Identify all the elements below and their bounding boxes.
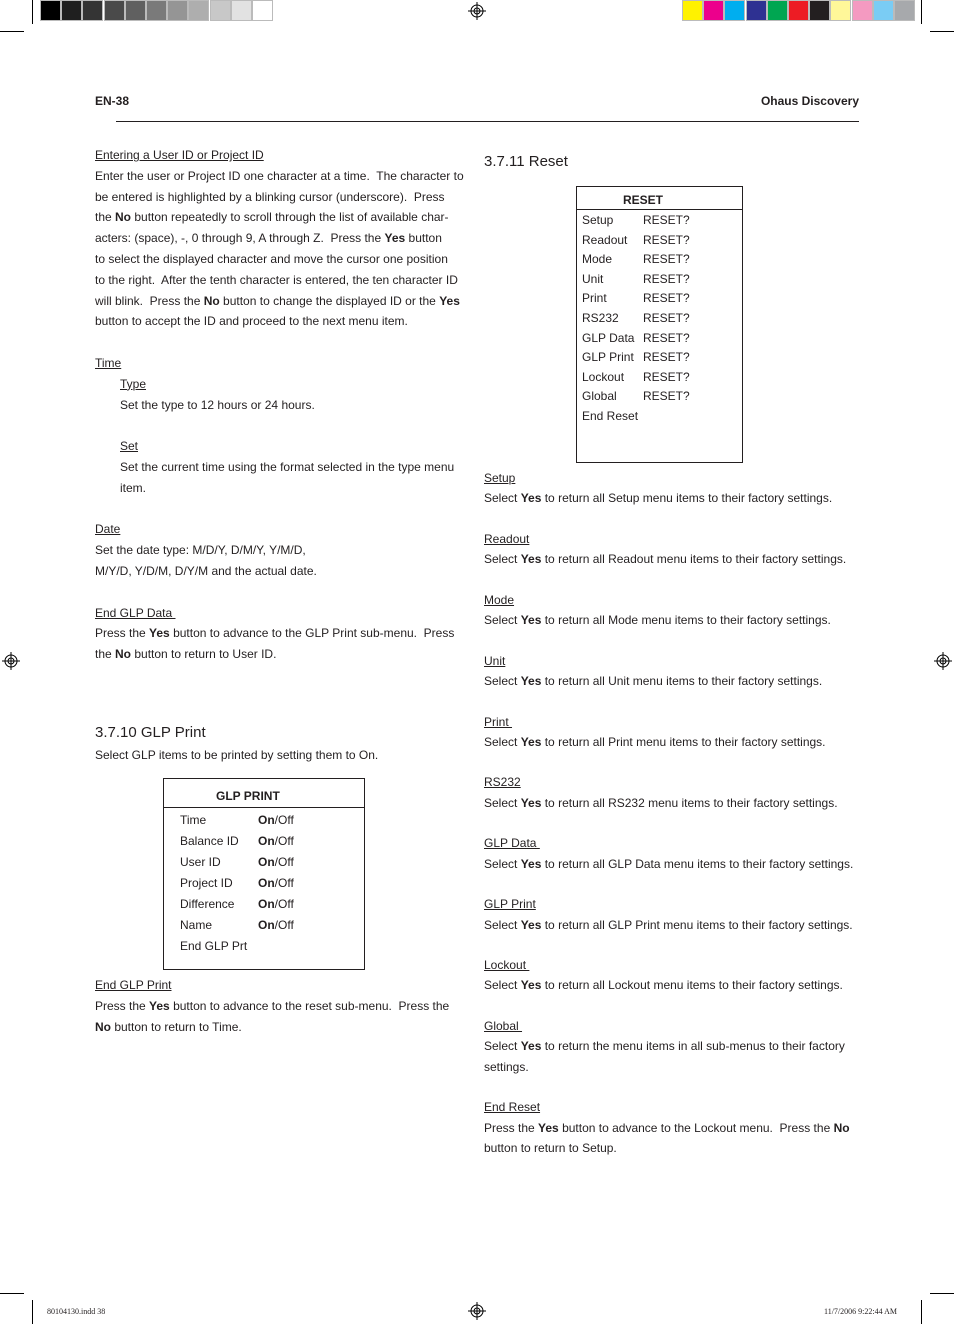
setting-value bbox=[258, 894, 294, 915]
paragraph-line: Select Yes to return all Setup menu items to their factory settings. bbox=[484, 491, 833, 506]
reset-value: RESET? bbox=[643, 213, 690, 227]
reset-value: RESET? bbox=[643, 232, 690, 247]
bold-term: Yes bbox=[520, 917, 542, 932]
section-title: End GLP Print bbox=[95, 978, 172, 992]
section-title: RS232 bbox=[484, 775, 521, 790]
menu-name: Print bbox=[582, 291, 607, 306]
paragraph-line: Select Yes to return the menu items in all sub-menus to their factory bbox=[484, 1039, 845, 1054]
table-row bbox=[577, 309, 742, 329]
on-option: On bbox=[258, 813, 275, 827]
section-title: Readout bbox=[484, 531, 530, 546]
setting-value bbox=[258, 831, 294, 852]
off-option: /Off bbox=[274, 855, 294, 869]
paragraph-line: to the right. After the tenth character is entered, the ten character ID bbox=[95, 272, 458, 287]
off-option: /Off bbox=[274, 813, 294, 827]
table-row bbox=[577, 211, 742, 231]
section-title: GLP Print bbox=[484, 897, 536, 912]
color-swatch bbox=[703, 0, 724, 21]
on-option: On bbox=[258, 834, 275, 848]
on-option: On bbox=[258, 918, 275, 932]
paragraph bbox=[95, 166, 465, 332]
reset-value: RESET? bbox=[643, 330, 690, 345]
table-row bbox=[164, 852, 364, 873]
paragraph-line: Press the Yes button to advance to the reset sub-menu. Press the bbox=[95, 998, 450, 1013]
setting-name: Project ID bbox=[180, 876, 233, 890]
setting-name: End GLP Prt bbox=[180, 939, 248, 953]
off-option: /Off bbox=[274, 876, 294, 890]
crop-mark bbox=[32, 0, 33, 24]
bold-term: Yes bbox=[520, 795, 542, 810]
color-swatch bbox=[873, 0, 894, 21]
end-glp-print-section bbox=[95, 975, 465, 1037]
setting-name: Difference bbox=[180, 897, 235, 911]
registration-mark-icon bbox=[468, 2, 486, 20]
table-row bbox=[577, 368, 742, 388]
bold-term: Yes bbox=[520, 856, 542, 871]
print-timestamp: 11/7/2006 9:22:44 AM bbox=[824, 1307, 898, 1316]
bold-term: Yes bbox=[520, 1039, 542, 1054]
paragraph-line: Select Yes to return all Unit menu items to their factory settings. bbox=[484, 673, 823, 688]
reset-table bbox=[576, 186, 743, 463]
paragraph-line: the No button to return to User ID. bbox=[95, 647, 277, 662]
table-row bbox=[164, 894, 364, 915]
on-option: On bbox=[258, 897, 275, 911]
gray-swatch bbox=[210, 0, 231, 21]
reset-value: RESET? bbox=[643, 252, 690, 267]
reset-section bbox=[484, 1016, 864, 1077]
setting-name: Time bbox=[180, 813, 207, 827]
off-option: /Off bbox=[274, 897, 294, 911]
color-swatch bbox=[724, 0, 745, 21]
paragraph-line: settings. bbox=[484, 1059, 529, 1074]
registration-mark-icon bbox=[2, 652, 20, 670]
paragraph-line: Enter the user or Project ID one character at a time. The character to bbox=[95, 168, 464, 183]
table-row bbox=[577, 407, 742, 427]
gray-swatch bbox=[252, 0, 273, 21]
on-option: On bbox=[258, 855, 275, 869]
reset-value: RESET? bbox=[643, 389, 690, 404]
gray-swatch bbox=[61, 0, 82, 21]
table-row bbox=[577, 231, 742, 251]
color-swatch bbox=[852, 0, 873, 21]
paragraph-line: Press the Yes button to advance to the Lockout menu. Press the No bbox=[484, 1120, 850, 1135]
paragraph bbox=[95, 623, 465, 665]
table-row bbox=[164, 810, 364, 831]
section-title: Lockout bbox=[484, 958, 530, 973]
bold-term: Yes bbox=[520, 552, 542, 567]
section-title: GLP Data bbox=[484, 836, 540, 851]
table-row bbox=[577, 329, 742, 349]
reset-value: RESET? bbox=[643, 350, 690, 365]
bold-term: No bbox=[203, 293, 220, 308]
setting-name: User ID bbox=[180, 855, 221, 869]
paragraph-line: Select Yes to return all Mode menu items to their factory settings. bbox=[484, 613, 831, 628]
bold-term: No bbox=[833, 1120, 850, 1135]
reset-section bbox=[484, 590, 864, 631]
paragraph-line: Select Yes to return all Readout menu items to their factory settings. bbox=[484, 552, 847, 567]
file-slug: 80104130.indd 38 bbox=[47, 1307, 106, 1316]
paragraph-line: will blink. Press the No button to change the displayed ID or the Yes bbox=[95, 293, 460, 308]
bold-term: No bbox=[95, 1019, 111, 1034]
paragraph-line: Select Yes to return all GLP Print menu items to their factory settings. bbox=[484, 917, 853, 932]
setting-value bbox=[258, 873, 294, 894]
gray-swatch bbox=[104, 0, 125, 21]
registration-mark-icon bbox=[468, 1302, 486, 1320]
table-row bbox=[577, 270, 742, 290]
paragraph-line: button to return to Setup. bbox=[484, 1140, 617, 1155]
section-title: Unit bbox=[484, 653, 506, 668]
table-row bbox=[164, 873, 364, 894]
gray-swatch bbox=[82, 0, 103, 21]
color-swatch bbox=[788, 0, 809, 21]
section-title: End GLP Data bbox=[95, 605, 176, 620]
section-title: Global bbox=[484, 1019, 523, 1034]
menu-name: Unit bbox=[582, 271, 604, 286]
reset-value: RESET? bbox=[643, 310, 690, 325]
crop-mark bbox=[0, 1293, 24, 1294]
bold-term: Yes bbox=[538, 1120, 559, 1135]
paragraph-line: acters: (space), -, 0 through 9, A through Z. Press the Yes button bbox=[95, 231, 442, 246]
reset-section bbox=[484, 712, 864, 753]
paragraph-line: to select the displayed character and move the cursor one position bbox=[95, 251, 448, 266]
paragraph-line: M/Y/D, Y/D/M, D/Y/M and the actual date. bbox=[95, 563, 317, 578]
section-title: Mode bbox=[484, 592, 515, 607]
crop-mark bbox=[930, 31, 954, 32]
section-heading: 3.7.11 Reset bbox=[484, 153, 568, 170]
bold-term: No bbox=[115, 210, 132, 225]
subsection-title: Type bbox=[120, 376, 147, 391]
section-title: Entering a User ID or Project ID bbox=[95, 148, 264, 162]
on-option: On bbox=[258, 876, 275, 890]
color-swatch bbox=[830, 0, 851, 21]
menu-name: RS232 bbox=[582, 310, 619, 325]
menu-name: Global bbox=[582, 389, 617, 404]
bold-term: Yes bbox=[439, 293, 460, 308]
reset-section bbox=[484, 1097, 864, 1158]
reset-sections bbox=[484, 468, 864, 1178]
bold-term: Yes bbox=[520, 491, 542, 506]
table-title: GLP PRINT bbox=[164, 779, 364, 808]
color-swatch bbox=[746, 0, 767, 21]
left-column bbox=[95, 145, 465, 665]
menu-name: Readout bbox=[582, 232, 628, 247]
paragraph-line: item. bbox=[120, 480, 147, 495]
bold-term: No bbox=[115, 647, 132, 662]
color-swatch bbox=[809, 0, 830, 21]
crop-mark bbox=[32, 1300, 33, 1324]
paragraph: Select GLP items to be printed by setting them to On. bbox=[95, 748, 379, 762]
bold-term: Yes bbox=[149, 626, 170, 641]
section-title: Date bbox=[95, 522, 121, 537]
paragraph-line: Select Yes to return all RS232 menu items to their factory settings. bbox=[484, 795, 838, 810]
running-title: Ohaus Discovery bbox=[760, 94, 859, 108]
menu-name: GLP Data bbox=[582, 330, 635, 345]
table-row bbox=[164, 831, 364, 852]
crop-mark bbox=[921, 1300, 922, 1324]
paragraph-line: Select Yes to return all Lockout menu items to their factory settings. bbox=[484, 978, 843, 993]
color-swatch bbox=[767, 0, 788, 21]
reset-section bbox=[484, 651, 864, 692]
table-row bbox=[577, 387, 742, 407]
color-swatch bbox=[894, 0, 915, 21]
bold-term: Yes bbox=[520, 978, 542, 993]
registration-mark-icon bbox=[934, 652, 952, 670]
off-option: /Off bbox=[274, 834, 294, 848]
table-row bbox=[577, 250, 742, 270]
paragraph bbox=[95, 996, 465, 1038]
paragraph-line: button to accept the ID and proceed to the next menu item. bbox=[95, 314, 408, 329]
paragraph-line: Set the date type: M/D/Y, D/M/Y, Y/M/D, bbox=[95, 543, 306, 558]
paragraph-line: the No button repeatedly to scroll through the list of available char- bbox=[95, 210, 449, 225]
section-title: Print bbox=[484, 714, 513, 729]
paragraph-line: be entered is highlighted by a blinking cursor (underscore). Press bbox=[95, 189, 445, 204]
setting-value bbox=[258, 852, 294, 873]
gray-swatch bbox=[146, 0, 167, 21]
setting-name: Balance ID bbox=[180, 834, 239, 848]
gray-swatch bbox=[167, 0, 188, 21]
off-option: /Off bbox=[274, 918, 294, 932]
section-heading: 3.7.10 GLP Print bbox=[95, 724, 206, 741]
paragraph-line: Select Yes to return all GLP Data menu items to their factory settings. bbox=[484, 856, 854, 871]
reset-value: RESET? bbox=[643, 271, 690, 286]
paragraph: Set the type to 12 hours or 24 hours. bbox=[120, 397, 315, 412]
table-title: RESET bbox=[577, 187, 742, 210]
menu-name: Lockout bbox=[582, 369, 625, 384]
table-row bbox=[577, 289, 742, 309]
setting-value bbox=[258, 915, 294, 936]
reset-section bbox=[484, 894, 864, 935]
gray-swatch bbox=[188, 0, 209, 21]
gray-swatch bbox=[231, 0, 252, 21]
bold-term: Yes bbox=[384, 231, 406, 246]
setting-name: Name bbox=[180, 918, 213, 932]
bold-term: Yes bbox=[520, 673, 542, 688]
reset-value: RESET? bbox=[643, 369, 690, 384]
page-number: EN-38 bbox=[95, 94, 130, 108]
paragraph-line: Select Yes to return all Print menu items to their factory settings. bbox=[484, 734, 826, 749]
section-title: Time bbox=[95, 355, 122, 370]
glp-print-table bbox=[163, 778, 365, 970]
paragraph-line: Press the Yes button to advance to the GLP Print sub-menu. Press bbox=[95, 626, 455, 641]
table-row bbox=[577, 348, 742, 368]
reset-section bbox=[484, 833, 864, 874]
reset-section bbox=[484, 468, 864, 509]
bold-term: Yes bbox=[520, 734, 542, 749]
table-row bbox=[164, 915, 364, 936]
paragraph-line: Set the current time using the format selected in the type menu bbox=[120, 459, 455, 474]
menu-name: GLP Print bbox=[582, 350, 634, 365]
reset-section bbox=[484, 772, 864, 813]
subsection-title: Set bbox=[120, 439, 139, 454]
reset-section bbox=[484, 529, 864, 570]
menu-name: End Reset bbox=[582, 408, 639, 423]
bold-term: Yes bbox=[520, 613, 542, 628]
crop-mark bbox=[0, 31, 24, 32]
crop-mark bbox=[921, 0, 922, 24]
color-swatch bbox=[682, 0, 703, 21]
setting-value bbox=[258, 810, 294, 831]
menu-name: Setup bbox=[582, 213, 614, 227]
bold-term: Yes bbox=[149, 998, 170, 1013]
gray-swatch bbox=[40, 0, 61, 21]
menu-name: Mode bbox=[582, 252, 613, 267]
gray-swatch bbox=[125, 0, 146, 21]
reset-section bbox=[484, 955, 864, 996]
section-title: End Reset bbox=[484, 1100, 541, 1115]
reset-value: RESET? bbox=[643, 291, 690, 306]
table-row bbox=[164, 936, 364, 957]
paragraph-line: No button to return to Time. bbox=[95, 1019, 242, 1034]
section-title: Setup bbox=[484, 471, 516, 485]
header-rule bbox=[116, 121, 859, 122]
crop-mark bbox=[930, 1293, 954, 1294]
